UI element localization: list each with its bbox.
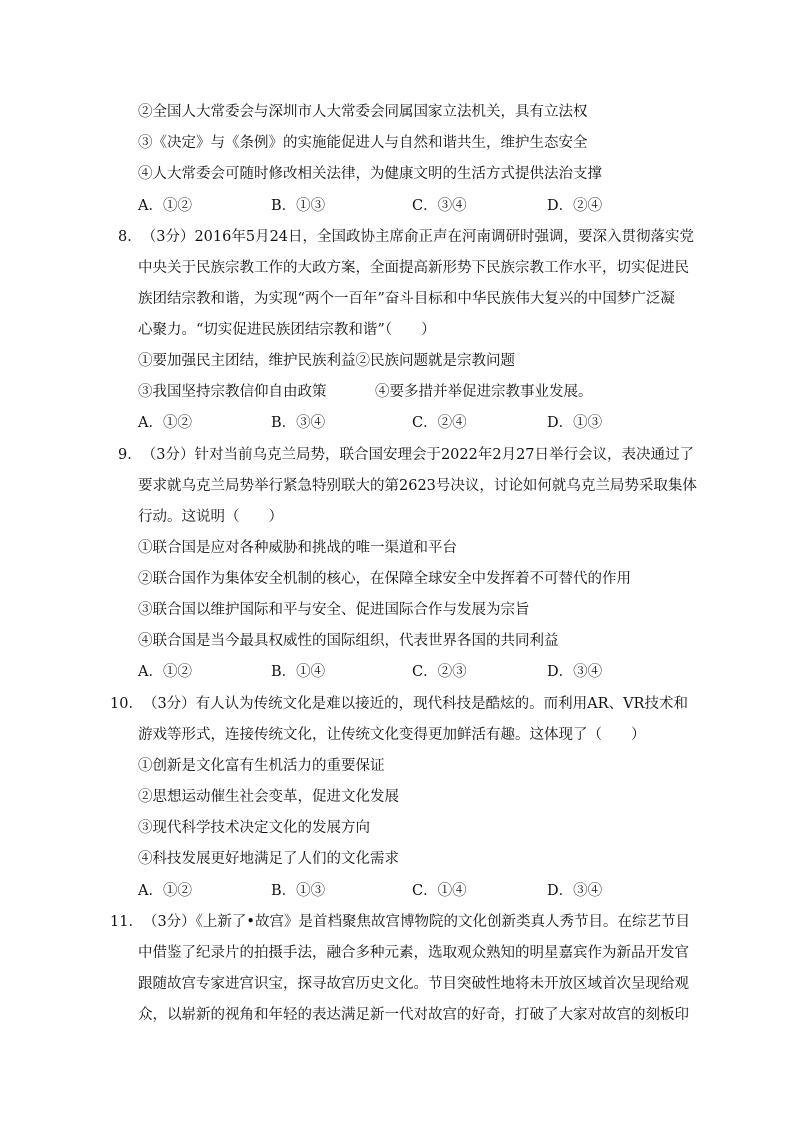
q8-option-d: D．①③: [547, 415, 603, 431]
q9-number: 9．: [118, 447, 142, 463]
q7-option-c: C．③④: [412, 198, 467, 214]
q8-options: [138, 413, 738, 433]
q8-item-1-2: ①要加强民主团结，维护民族利益②民族问题就是宗教问题: [138, 353, 515, 369]
q8-item-3: ③我国坚持宗教信仰自由政策: [138, 384, 327, 400]
q8-stem-line-1: [118, 227, 694, 247]
q10-stem-line-1: [110, 694, 688, 714]
q10-item-3: ③现代科学技术决定文化的发展方向: [138, 820, 370, 836]
q7-options: [138, 196, 738, 216]
q7-option-b: B．①③: [271, 198, 326, 214]
q8-option-c: C．②④: [412, 415, 467, 431]
q7-option-a: A．①②: [138, 198, 192, 214]
q8-option-b: B．③④: [271, 415, 326, 431]
q10-stem-text-1: （3分）有人认为传统文化是难以接近的，现代科技是酷炫的。而利用AR、VR技术和: [142, 696, 688, 712]
q9-stem-line-1: [118, 445, 694, 465]
q11-stem-line-3: 跟随故宫专家进宫识宝，探寻故宫历史文化。节目突破性地将未开放区域首次呈现给观: [138, 976, 689, 992]
q8-item-4: ④要多措并举促进宗教事业发展。: [375, 384, 593, 400]
q9-stem-line-2: 要求就乌克兰局势举行紧急特别联大的第2623号决议，讨论如何就乌克兰局势采取集体: [138, 478, 697, 494]
q11-stem-line-4: 众，以崭新的视角和年轻的表达满足新一代对故宫的好奇，打破了大家对故宫的刻板印: [138, 1007, 689, 1023]
q7-item-4: ④人大常委会可随时修改相关法律，为健康文明的生活方式提供法治支撑: [138, 166, 602, 182]
q9-option-b: B．①④: [271, 664, 326, 680]
q8-stem-line-2: 中央关于民族宗教工作的大政方案，全面提高新形势下民族宗教工作水平，切实促进民: [138, 260, 689, 276]
q8-stem-line-3: 族团结宗教和谐，为实现“两个一百年”奋斗目标和中华民族伟大复兴的中国梦广泛凝: [138, 291, 675, 307]
q11-number: 11．: [110, 914, 143, 930]
q10-option-b: B．①③: [271, 883, 326, 899]
q9-stem-line-3: 行动。这说明（ ）: [138, 509, 283, 525]
q9-option-d: D．③④: [547, 664, 603, 680]
q10-stem-line-2: 游戏等形式，连接传统文化，让传统文化变得更加鲜活有趣。这体现了（ ）: [138, 727, 646, 743]
q9-stem-text-1: （3分）针对当前乌克兰局势，联合国安理会于2022年2月27日举行会议，表决通过了: [141, 447, 695, 463]
q8-option-a: A．①②: [138, 415, 192, 431]
q9-options: [138, 662, 738, 682]
q10-option-d: D．③④: [547, 883, 603, 899]
q11-stem-line-2: 中借鉴了纪录片的拍摄手法，融合多种元素，选取观众熟知的明星嘉宾作为新品开发官: [138, 945, 689, 961]
q8-stem-text-1: （3分）2016年5月24日，全国政协主席俞正声在河南调研时强调，要深入贯彻落实党: [141, 229, 695, 245]
q7-item-3: ③《决定》与《条例》的实施能促进人与自然和谐共生，维护生态安全: [138, 135, 588, 151]
q9-option-a: A．①②: [138, 664, 192, 680]
q9-item-2: ②联合国作为集体安全机制的核心，在保障全球安全中发挥着不可替代的作用: [138, 571, 631, 587]
q9-item-1: ①联合国是应对各种威胁和挑战的唯一渠道和平台: [138, 540, 457, 556]
q10-option-a: A．①②: [138, 883, 192, 899]
q8-number: 8．: [118, 229, 142, 245]
q10-item-1: ①创新是文化富有生机活力的重要保证: [138, 758, 385, 774]
q11-stem-text-1: （3分）《上新了•故宫》是首档聚焦故宫博物院的文化创新类真人秀节目。在综艺节目: [142, 914, 690, 930]
q10-item-4: ④科技发展更好地满足了人们的文化需求: [138, 851, 399, 867]
q11-stem-line-1: [110, 912, 690, 932]
q10-number: 10．: [110, 696, 143, 712]
q10-options: [138, 881, 738, 901]
q9-option-c: C．②③: [412, 664, 467, 680]
q10-option-c: C．①④: [412, 883, 467, 899]
q10-item-2: ②思想运动催生社会变革，促进文化发展: [138, 789, 399, 805]
q7-option-d: D．②④: [547, 198, 603, 214]
q9-item-3: ③联合国以维护国际和平与安全、促进国际合作与发展为宗旨: [138, 602, 530, 618]
q7-item-2: ②全国人大常委会与深圳市人大常委会同属国家立法机关，具有立法权: [138, 104, 588, 120]
q9-item-4: ④联合国是当今最具权威性的国际组织，代表世界各国的共同利益: [138, 633, 559, 649]
q8-stem-line-4: 心聚力。“切实促进民族团结宗教和谐”（ ）: [138, 322, 436, 338]
